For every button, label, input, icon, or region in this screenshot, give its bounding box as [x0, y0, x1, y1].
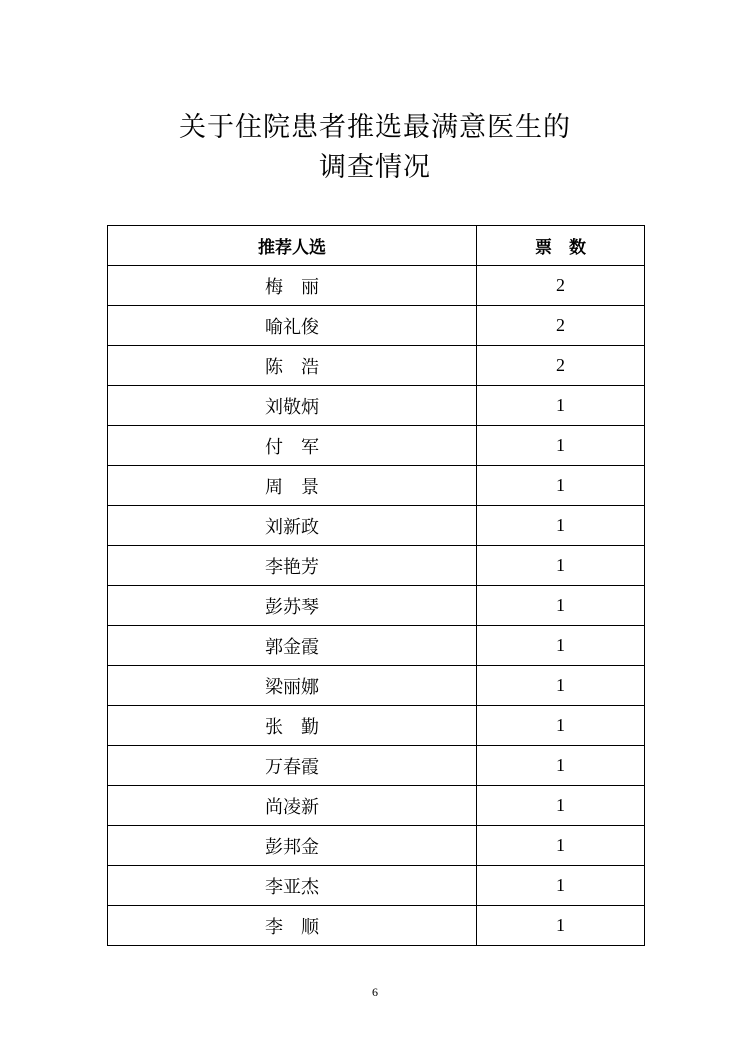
candidate-name: 李亚杰	[108, 866, 477, 906]
table-row	[108, 386, 645, 426]
vote-count: 1	[477, 546, 645, 586]
header-votes: 票 数	[477, 226, 645, 266]
candidate-name: 周 景	[108, 466, 477, 506]
table-row	[108, 466, 645, 506]
document-title-line-1: 关于住院患者推选最满意医生的	[179, 112, 571, 143]
page-number: 6	[372, 985, 378, 999]
table-row	[108, 266, 645, 306]
candidate-name: 刘敬炳	[108, 386, 477, 426]
candidate-name: 彭苏琴	[108, 586, 477, 626]
table-row	[108, 706, 645, 746]
candidate-name: 梅 丽	[108, 266, 477, 306]
candidate-name: 付 军	[108, 426, 477, 466]
vote-count: 1	[477, 746, 645, 786]
table-row	[108, 546, 645, 586]
header-candidate: 推荐人选	[108, 226, 477, 266]
table-row	[108, 746, 645, 786]
vote-count: 1	[477, 626, 645, 666]
vote-count: 1	[477, 586, 645, 626]
vote-count: 2	[477, 346, 645, 386]
candidate-name: 彭邦金	[108, 826, 477, 866]
table-row	[108, 626, 645, 666]
vote-count: 1	[477, 706, 645, 746]
table-row	[108, 346, 645, 386]
candidate-name: 李艳芳	[108, 546, 477, 586]
vote-count: 1	[477, 906, 645, 946]
document-title-line-2: 调查情况	[319, 152, 431, 183]
table-row	[108, 906, 645, 946]
vote-count: 2	[477, 306, 645, 346]
table-row	[108, 866, 645, 906]
table-row	[108, 666, 645, 706]
vote-count: 1	[477, 786, 645, 826]
table-row	[108, 786, 645, 826]
vote-table	[107, 225, 645, 946]
vote-count: 2	[477, 266, 645, 306]
vote-count: 1	[477, 866, 645, 906]
candidate-name: 万春霞	[108, 746, 477, 786]
vote-count: 1	[477, 666, 645, 706]
table-row	[108, 586, 645, 626]
vote-count: 1	[477, 386, 645, 426]
candidate-name: 刘新政	[108, 506, 477, 546]
vote-count: 1	[477, 506, 645, 546]
candidate-name: 陈 浩	[108, 346, 477, 386]
candidate-name: 尚凌新	[108, 786, 477, 826]
table-row	[108, 426, 645, 466]
table-header-row	[108, 226, 645, 266]
vote-count: 1	[477, 426, 645, 466]
candidate-name: 李 顺	[108, 906, 477, 946]
table-row	[108, 306, 645, 346]
vote-count: 1	[477, 826, 645, 866]
vote-count: 1	[477, 466, 645, 506]
table-row	[108, 826, 645, 866]
candidate-name: 郭金霞	[108, 626, 477, 666]
candidate-name: 梁丽娜	[108, 666, 477, 706]
candidate-name: 喻礼俊	[108, 306, 477, 346]
table-row	[108, 506, 645, 546]
candidate-name: 张 勤	[108, 706, 477, 746]
